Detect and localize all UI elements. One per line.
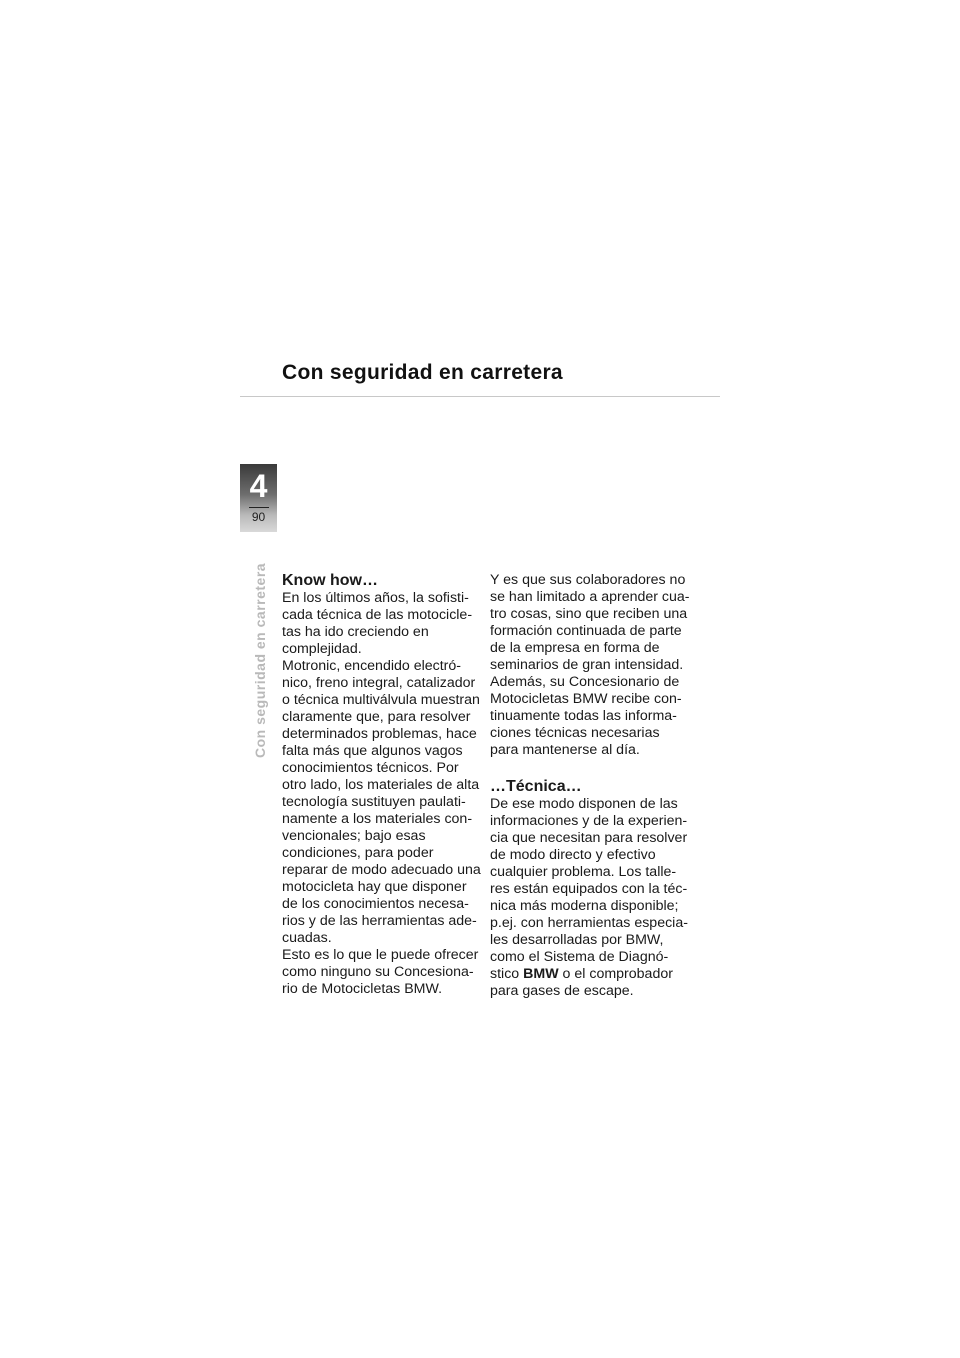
text-line: nico, freno integral, catalizador [282, 675, 476, 691]
text-line: se han limitado a aprender cua- [490, 589, 690, 605]
section-heading-tecnica: …Técnica… [490, 778, 582, 795]
text-line: claramente que, para resolver [282, 709, 471, 725]
text-line: Además, su Concesionario de [490, 674, 680, 690]
text-line: informaciones y de la experien- [490, 813, 688, 829]
text-line: cuadas. [282, 930, 332, 946]
page-number: 90 [251, 510, 266, 524]
text-line: determinados problemas, hace [282, 726, 477, 742]
text-line: reparar de modo adecuado una [282, 862, 481, 878]
chapter-number: 4 [249, 468, 268, 504]
text-column-right [490, 572, 700, 1000]
text-line: de la empresa en forma de [490, 640, 660, 656]
page-title: Con seguridad en carretera [282, 361, 563, 384]
text-line: namente a los materiales con- [282, 811, 473, 827]
text-line: cada técnica de las motocicle- [282, 607, 473, 623]
text-line: cualquier problema. Los talle- [490, 864, 677, 880]
text-line: tinuamente todas las informa- [490, 708, 677, 724]
text-line-bmw [490, 966, 700, 983]
chapter-divider [249, 507, 269, 508]
text-line: ciones técnicas necesarias [490, 725, 660, 741]
text-line: condiciones, para poder [282, 845, 434, 861]
text-line: Y es que sus colaboradores no [490, 572, 686, 588]
text-line: como el Sistema de Diagnó- [490, 949, 669, 965]
text-line: rios y de las herramientas ade- [282, 913, 477, 929]
paragraph-tecnica [490, 796, 700, 1000]
paragraph-know-how [282, 590, 492, 998]
text-line: Esto es lo que le puede ofrecer [282, 947, 479, 963]
text-line: tro cosas, sino que reciben una [490, 606, 688, 622]
section-heading-know-how: Know how… [282, 572, 378, 589]
side-section-label: Con seguridad en carretera [252, 562, 268, 758]
text-line: de los conocimientos necesa- [282, 896, 469, 912]
text-line: les desarrolladas por BMW, [490, 932, 664, 948]
paragraph-spacer [490, 759, 700, 778]
text-line: En los últimos años, la sofisti- [282, 590, 469, 606]
text-line: tecnología sustituyen paulati- [282, 794, 466, 810]
chapter-tab [240, 464, 277, 532]
text-fragment: stico [490, 966, 524, 982]
text-line: falta más que algunos vagos [282, 743, 463, 759]
text-line: Motocicletas BMW recibe con- [490, 691, 682, 707]
text-fragment: o el comprobador [558, 966, 673, 982]
paragraph-training [490, 572, 700, 759]
text-line: de modo directo y efectivo [490, 847, 656, 863]
text-line: motocicleta hay que disponer [282, 879, 467, 895]
text-line: p.ej. con herramientas especia- [490, 915, 688, 931]
text-line: rio de Motocicletas BMW. [282, 981, 443, 997]
text-line: complejidad. [282, 641, 362, 657]
text-line: otro lado, los materiales de alta [282, 777, 480, 793]
text-line: seminarios de gran intensidad. [490, 657, 684, 673]
text-line: nica más moderna disponible; [490, 898, 679, 914]
bmw-brand-text: BMW [523, 966, 559, 982]
text-line: cia que necesitan para resolver [490, 830, 688, 846]
text-line: formación continuada de parte [490, 623, 682, 639]
text-line: res están equipados con la téc- [490, 881, 688, 897]
text-line: tas ha ido creciendo en [282, 624, 429, 640]
title-divider [240, 396, 720, 397]
text-line: De ese modo disponen de las [490, 796, 678, 812]
text-line: para gases de escape. [490, 983, 634, 999]
text-line: Motronic, encendido electró- [282, 658, 462, 674]
text-line: para mantenerse al día. [490, 742, 640, 758]
text-line: o técnica multiválvula muestran [282, 692, 480, 708]
text-line: vencionales; bajo esas [282, 828, 426, 844]
text-line: como ninguno su Concesiona- [282, 964, 474, 980]
text-column-left [282, 572, 492, 998]
text-line: conocimientos técnicos. Por [282, 760, 459, 776]
